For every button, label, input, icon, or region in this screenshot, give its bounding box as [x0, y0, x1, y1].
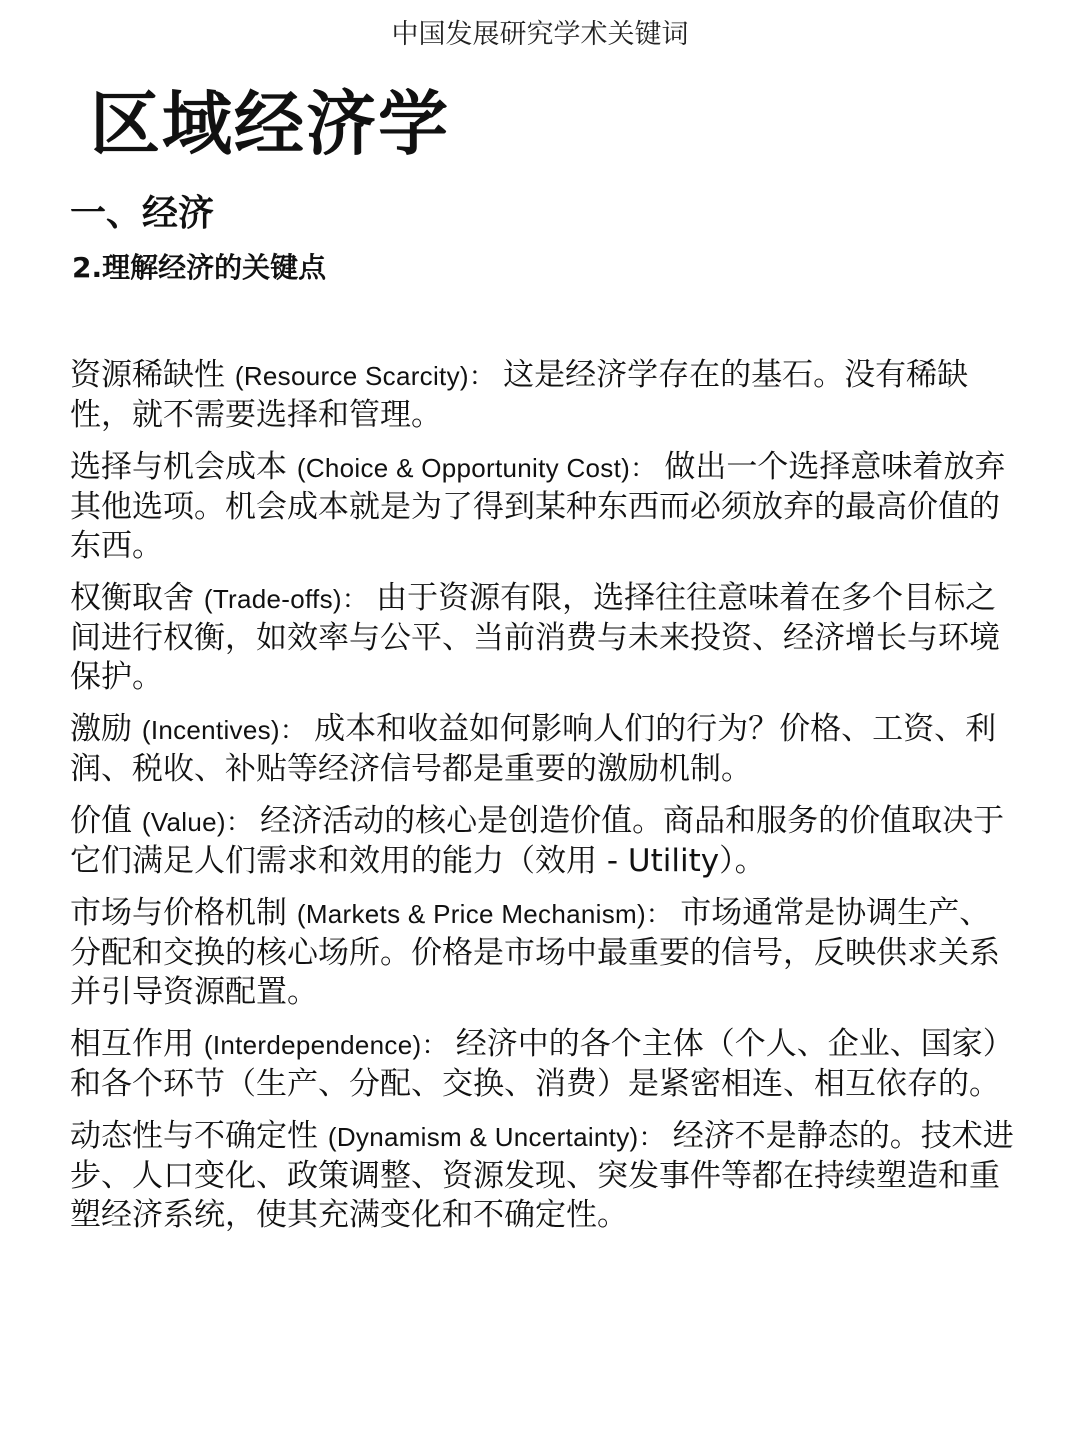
key-point-interdependence — [70, 1025, 1020, 1104]
sub-heading: 2.理解经济的关键点 — [72, 251, 327, 284]
term-cn: 资源稀缺性 — [70, 357, 225, 393]
term-en: (Interdependence)： — [203, 1030, 448, 1060]
term-en: (Resource Scarcity)： — [234, 361, 496, 391]
term-en: (Trade-offs)： — [203, 584, 369, 614]
term-description: 成本和收益如何影响人们的行为？价格、工资、利润、税收、补贴等经济信号都是重要的激励机制。 — [70, 711, 997, 787]
term-description: 经济不是静态的。技术进步、人口变化、政策调整、资源发现、突发事件等都在持续塑造和重塑经济系统，使其充满变化和不确定性。 — [70, 1118, 1014, 1233]
term-description: 经济中的各个主体（个人、企业、国家）和各个环节（生产、分配、交换、消费）是紧密相连、相互依存的。 — [70, 1026, 1014, 1102]
term-cn: 相互作用 — [70, 1026, 194, 1062]
key-point-incentives — [70, 710, 1020, 789]
key-points-list — [70, 356, 1020, 1248]
key-point-value — [70, 802, 1020, 881]
term-en: (Incentives)： — [141, 715, 307, 745]
term-description: 经济活动的核心是创造价值。商品和服务的价值取决于它们满足人们需求和效用的能力（效用 - Utility）。 — [70, 803, 1005, 879]
term-cn: 市场与价格机制 — [70, 895, 287, 931]
term-cn: 价值 — [70, 803, 132, 839]
term-cn: 权衡取舍 — [70, 580, 194, 616]
term-cn: 激励 — [70, 711, 132, 747]
term-en: (Choice & Opportunity Cost)： — [296, 453, 657, 483]
term-description: 市场通常是协调生产、分配和交换的核心场所。价格是市场中最重要的信号，反映供求关系并引导资源配置。 — [70, 895, 1000, 1010]
term-description: 这是经济学存在的基石。没有稀缺性，就不需要选择和管理。 — [70, 357, 969, 433]
key-point-trade-offs — [70, 579, 1020, 697]
document-header: 中国发展研究学术关键词 — [391, 19, 689, 50]
key-point-dynamism — [70, 1117, 1020, 1235]
term-en: (Value)： — [141, 807, 253, 837]
key-point-markets — [70, 894, 1020, 1012]
section-heading: 一、经济 — [70, 193, 215, 234]
page-title: 区域经济学 — [90, 83, 450, 165]
key-point-opportunity-cost — [70, 448, 1020, 566]
term-description: 由于资源有限，选择往往意味着在多个目标之间进行权衡，如效率与公平、当前消费与未来投资、经济增长与环境保护。 — [70, 580, 1000, 695]
term-en: (Dynamism & Uncertainty)： — [327, 1122, 665, 1152]
term-description: 做出一个选择意味着放弃其他选项。机会成本就是为了得到某种东西而必须放弃的最高价值的东西。 — [70, 449, 1006, 564]
term-en: (Markets & Price Mechanism)： — [296, 899, 673, 929]
key-point-resource-scarcity — [70, 356, 1020, 435]
term-cn: 选择与机会成本 — [70, 449, 287, 485]
term-cn: 动态性与不确定性 — [70, 1118, 318, 1154]
